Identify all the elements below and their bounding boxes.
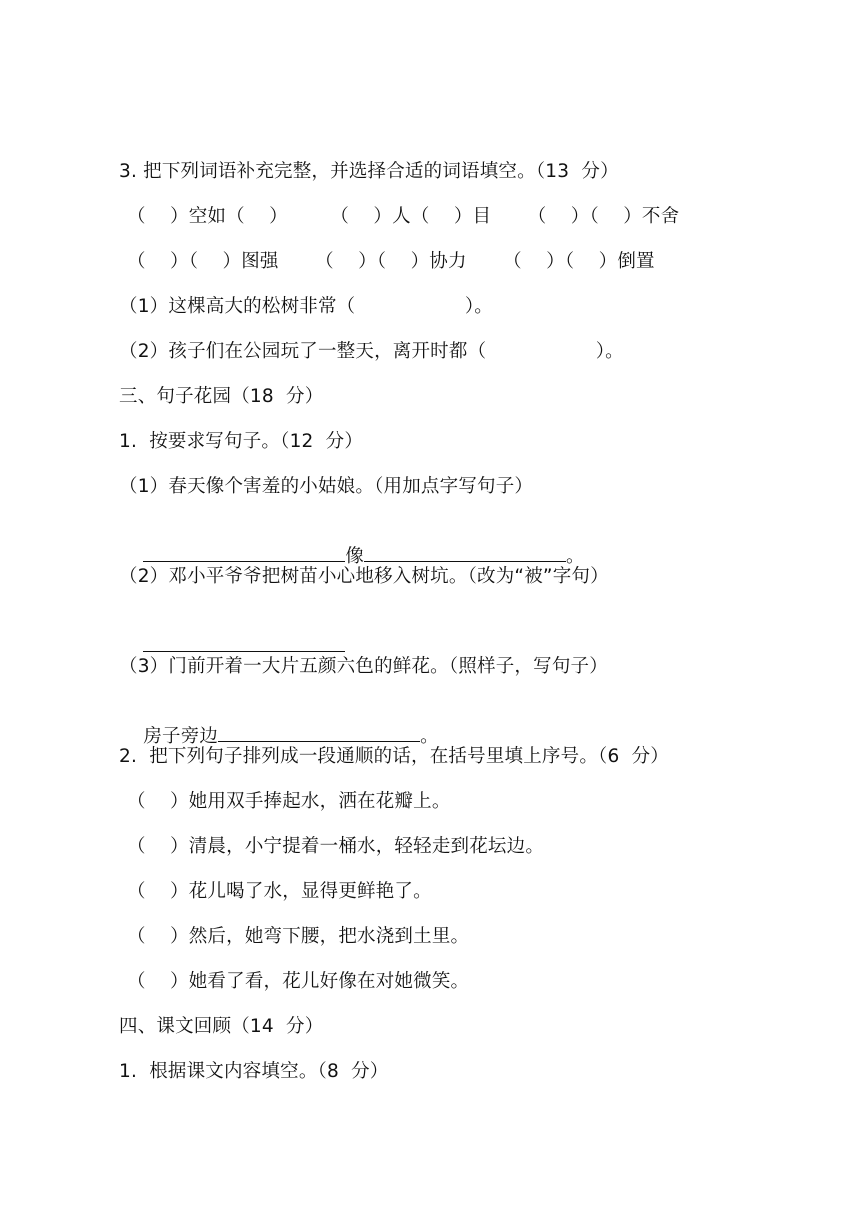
section-3-heading: 三、句子花园（18 分） <box>119 386 324 407</box>
section-4-q1-title: 1. 根据课文内容填空。（8 分） <box>119 1061 389 1082</box>
section-3-item-1: （1）春天像个害羞的小姑娘。（用加点字写句子） <box>119 476 534 497</box>
q3-sentence-1: （1）这棵高大的松树非常（ ）。 <box>119 296 493 317</box>
section-4-heading: 四、课文回顾（14 分） <box>119 1016 324 1037</box>
q3-title: 3. 把下列词语补充完整，并选择合适的词语填空。（13 分） <box>119 161 619 182</box>
section-3-q1-title: 1. 按要求写句子。（12 分） <box>119 431 364 452</box>
answer-blank[interactable] <box>218 724 420 742</box>
order-item: （ ）她看了看，花儿好像在对她微笑。 <box>127 971 470 992</box>
q3-idiom-row-1: （ ）空如（ ） （ ）人（ ）目 （ ）（ ）不舍 <box>127 206 680 227</box>
answer-blank[interactable] <box>143 634 345 652</box>
answer-blank[interactable] <box>143 544 345 562</box>
answer-blank[interactable] <box>364 544 566 562</box>
order-item: （ ）然后，她弯下腰，把水浇到土里。 <box>127 926 470 947</box>
section-3-item-2: （2）邓小平爷爷把树苗小心地移入树坑。（改为“被”字句） <box>119 566 609 587</box>
q3-idiom-row-2: （ ）（ ）图强 （ ）（ ）协力 （ ）（ ）倒置 <box>127 251 655 272</box>
item-1-end-punct: 。 <box>566 546 585 567</box>
order-item: （ ）花儿喝了水，显得更鲜艳了。 <box>127 881 432 902</box>
order-item: （ ）清晨，小宁提着一桶水，轻轻走到花坛边。 <box>127 836 545 857</box>
section-3-q2-title: 2. 把下列句子排列成一段通顺的话，在括号里填上序号。（6 分） <box>119 746 669 767</box>
section-3-item-3: （3）门前开着一大片五颜六色的鲜花。（照样子，写句子） <box>119 656 608 677</box>
order-item: （ ）她用双手捧起水，洒在花瓣上。 <box>127 791 451 812</box>
item-3-prefix: 房子旁边 <box>143 726 219 747</box>
item-3-end-punct: 。 <box>420 726 439 747</box>
q3-sentence-2: （2）孩子们在公园玩了一整天，离开时都（ ）。 <box>119 341 624 362</box>
item-1-mid-word: 像 <box>345 546 365 567</box>
